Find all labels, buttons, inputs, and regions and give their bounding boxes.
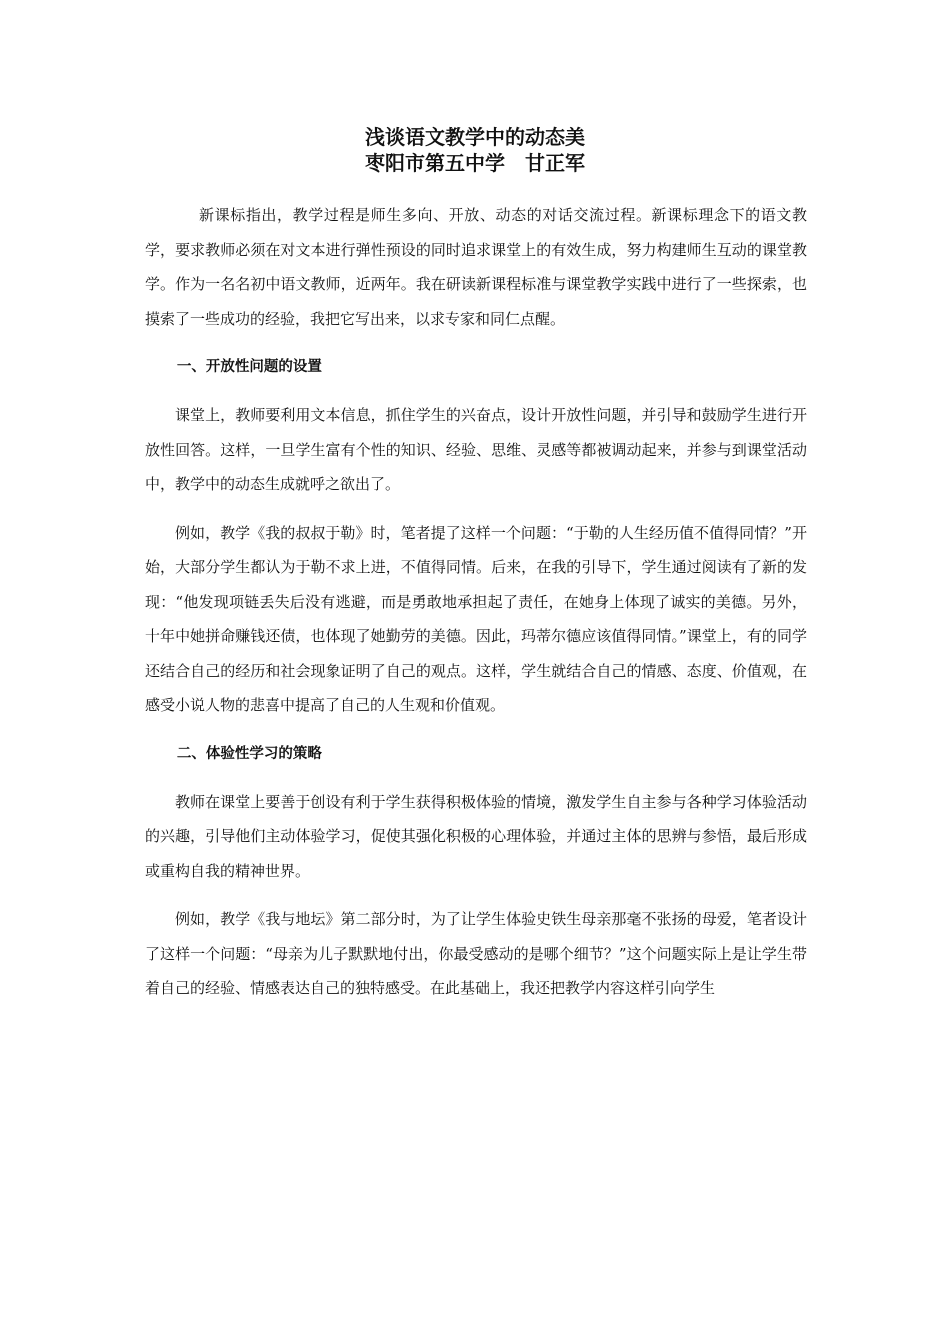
author-line: 枣阳市第五中学 甘正军: [365, 151, 585, 175]
paragraph-gap: [145, 888, 807, 902]
paragraph-section1-example: 例如，教学《我的叔叔于勒》时，笔者提了这样一个问题：“于勒的人生经历值不值得同情？”开始，大部分学生都认为于勒不求上进，不值得同情。后来，在我的引导下，学生通过阅读有了新的发现：“他发现项链丢失后没有逃避，而是勇敢地承担起了责任，在她身上体现了诚实的美德。另外，十年中她拼命赚钱还债，也体现了她勤劳的美德。因此，玛蒂尔德应该值得同情。”课堂上，有的同学还结合自己的经历和社会现象证明了自己的观点。这样，学生就结合自己的情感、态度、价值观，在感受小说人物的悲喜中提高了自己的人生观和价值观。: [145, 523, 807, 714]
document-body: [145, 198, 807, 1006]
paragraph-section2-example: 例如，教学《我与地坛》第二部分时，为了让学生体验史铁生母亲那毫不张扬的母爱，笔者设计了这样一个问题：“母亲为儿子默默地付出，你最受感动的是哪个细节？”这个问题实际上是让学生带着自己的经验、情感表达自己的独特感受。在此基础上，我还把教学内容这样引向学生: [145, 910, 807, 997]
paragraph-gap: [145, 502, 807, 516]
paragraph-section2-intro: 教师在课堂上要善于创设有利于学生获得积极体验的情境，激发学生自主参与各种学习体验活动的兴趣，引导他们主动体验学习，促使其强化积极的心理体验，并通过主体的思辨与参悟，最后形成或重构自我的精神世界。: [145, 792, 807, 880]
paragraph-intro: 新课标指出，教学过程是师生多向、开放、动态的对话交流过程。新课标理念下的语文教学，要求教师必须在对文本进行弹性预设的同时追求课堂上的有效生成，努力构建师生互动的课堂教学。作为一名名初中语文教师，近两年。我在研读新课程标准与课堂教学实践中进行了一些探索，也摸索了一些成功的经验，我把它写出来，以求专家和同仁点醒。: [145, 206, 807, 328]
section-heading-1: 一、开放性问题的设置: [176, 359, 322, 375]
document-title: 浅谈语文教学中的动态美: [365, 125, 585, 149]
paragraph-section1-intro: 课堂上，教师要利用文本信息，抓住学生的兴奋点，设计开放性问题，并引导和鼓励学生进行开放性回答。这样，一旦学生富有个性的知识、经验、思维、灵感等都被调动起来，并参与到课堂活动中，教学中的动态生成就呼之欲出了。: [145, 406, 807, 493]
section-heading-2: 二、体验性学习的策略: [176, 745, 322, 762]
